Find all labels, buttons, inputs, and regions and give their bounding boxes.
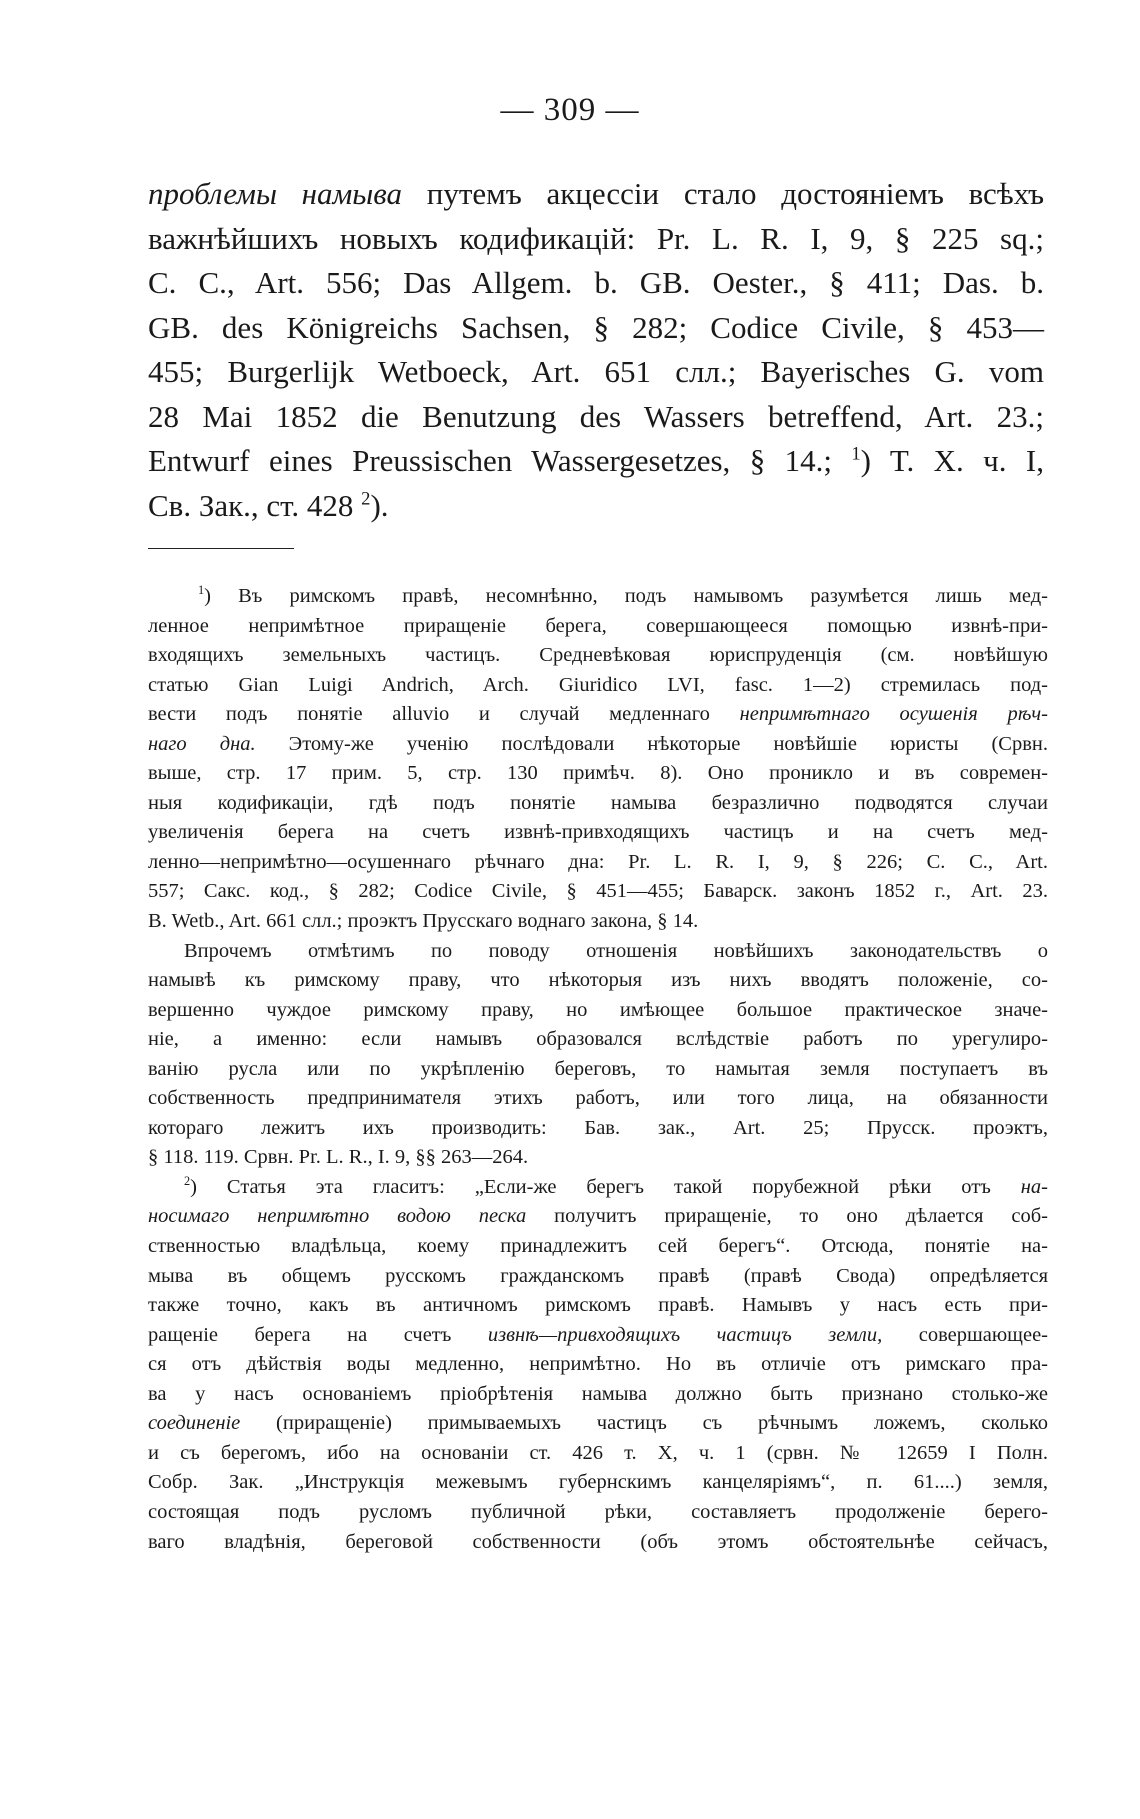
- footnote-line: соединеніе (приращеніе) примываемыхъ частицъ съ рѣчнымъ ложемъ, сколько: [148, 1412, 1048, 1435]
- main-line: GB. des Königreichs Sachsen, § 282; Codice Civile, § 453—: [148, 309, 1044, 345]
- footnote-line: ніе, а именно: если намывъ образовался вслѣдствіе работъ по урегулиро-: [148, 1028, 1048, 1051]
- italic-phrase: на-: [1020, 1175, 1048, 1198]
- footnote-line: ся отъ дѣйствія воды медленно, непримѣтно. Но въ отличіе отъ римскаго пра-: [148, 1353, 1048, 1376]
- main-line: Св. Зак., ст. 428 $^2$).: [148, 487, 389, 523]
- footnote-line: наго дна. Этому-же ученію послѣдовали нѣкоторые новѣйшіе юристы (Срвн.: [148, 732, 1048, 755]
- main-line: 455; Burgerlijk Wetboeck, Art. 651 слл.; Bayerisches G. vom: [148, 354, 1044, 389]
- footnote-line: ращеніе берега на счетъ извнѣ—привходящихъ частицъ земли, совершающее-: [148, 1323, 1048, 1346]
- footnote-marker: 1: [198, 583, 205, 598]
- footnote-line: вести подъ понятіе alluvio и случай медленнаго непримѣтнаго осушенія рѣч-: [148, 703, 1048, 726]
- italic-phrase: носимаго непримѣтно водою песка: [148, 1205, 527, 1228]
- footnote-line: входящихъ земельныхъ частицъ. Средневѣковая юриспруденція (см. новѣйшую: [148, 644, 1048, 667]
- italic-phrase: извнѣ—привходящихъ частицъ земли,: [487, 1323, 883, 1346]
- footnote-line: мыва въ общемъ русскомъ гражданскомъ правѣ (правѣ Свода) опредѣляется: [148, 1264, 1048, 1287]
- page-number: — 309 —: [500, 92, 640, 128]
- footnote-line: также точно, какъ въ античномъ римскомъ правѣ. Намывъ у насъ есть при-: [148, 1294, 1048, 1317]
- footnote-line: ваго владѣнія, береговой собственности (объ этомъ обстоятельнѣе сейчасъ,: [148, 1530, 1048, 1553]
- italic-phrase: соединеніе: [148, 1412, 241, 1435]
- footnote-2: [148, 1173, 1048, 1557]
- footnote-line: $^1$) Въ римскомъ правѣ, несомнѣнно, подъ намывомъ разумѣется лишь мед-: [198, 583, 1048, 607]
- italic-phrase: наго дна.: [148, 732, 256, 755]
- footnote-line: выше, стр. 17 прим. 5, стр. 130 примѣч. 8). Оно проникло и въ современ-: [148, 762, 1048, 785]
- footnote-line: ва у насъ основаніемъ пріобрѣтенія намыва должно быть признано столько-же: [148, 1382, 1048, 1405]
- footnote-divider: [148, 548, 294, 549]
- main-line: C. C., Art. 556; Das Allgem. b. GB. Oester., § 411; Das. b.: [148, 265, 1044, 300]
- footnote-line: статью Gian Luigi Andrich, Arch. Giuridico LVI, fasc. 1—2) стремилась под-: [148, 673, 1048, 696]
- footnote-line: состоящая подъ русломъ публичной рѣки, составляетъ продолженіе берего-: [148, 1500, 1048, 1523]
- footnote-ref[interactable]: 2: [361, 488, 371, 510]
- footnote-line: Собр. Зак. „Инструкція межевымъ губернскимъ канцеляріямъ“, п. 61....) земля,: [148, 1471, 1048, 1494]
- main-line: 28 Mai 1852 die Benutzung des Wassers betreffend, Art. 23.;: [148, 398, 1044, 434]
- main-line: Entwurf eines Preussischen Wassergesetzes, § 14.; $^1$) T. X. ч. I,: [148, 443, 1044, 478]
- footnote-marker: 2: [184, 1174, 191, 1189]
- footnote-line: и съ берегомъ, ибо на основаніи ст. 426 т. X, ч. 1 (срвн. № 12659 I Полн.: [148, 1441, 1048, 1464]
- footnote-line: вершенно чуждое римскому праву, но имѣющее большое практическое значе-: [148, 998, 1048, 1021]
- footnote-line: B. Wetb., Art. 661 слл.; проэктъ Прусскаго воднаго закона, § 14.: [148, 910, 699, 933]
- main-line: важнѣйшихъ новыхъ кодификацій: Pr. L. R. I, 9, § 225 sq.;: [148, 220, 1044, 256]
- footnote-line: котораго лежитъ ихъ производить: Бав. зак., Art. 25; Прусск. проэктъ,: [148, 1116, 1048, 1139]
- footnote-line: ственностью владѣльца, коему принадлежитъ сей берегъ“. Отсюда, понятіе на-: [148, 1235, 1048, 1258]
- italic-phrase: непримѣтнаго осушенія рѣч-: [739, 703, 1048, 726]
- footnote-line: $^2$) Статья эта гласитъ: „Если-же берегъ такой порубежной рѣки отъ на-: [184, 1174, 1048, 1198]
- footnote-line: собственность предпринимателя этихъ работъ, или того лица, на обязанности: [148, 1087, 1048, 1110]
- footnote-line: ленное непримѣтное приращеніе берега, совершающееся помощью извнѣ-при-: [148, 614, 1048, 637]
- footnote-line: увеличенія берега на счетъ извнѣ-привходящихъ частицъ и на счетъ мед-: [148, 821, 1048, 844]
- footnotes: [148, 582, 1048, 1557]
- footnote-line: ныя кодификаціи, гдѣ подъ понятіе намыва безразлично подводятся случаи: [148, 791, 1048, 814]
- footnote-line: Впрочемъ отмѣтимъ по поводу отношенія новѣйшихъ законодательствъ о: [184, 939, 1048, 962]
- footnote-line: намывѣ къ римскому праву, что нѣкоторыя изъ нихъ вводятъ положеніе, со-: [148, 969, 1048, 992]
- main-line: проблемы намыва путемъ акцессіи стало достояніемъ всѣхъ: [148, 176, 1044, 211]
- footnote-line: § 118. 119. Срвн. Pr. L. R., I. 9, §§ 263—264.: [148, 1146, 529, 1169]
- footnote-ref[interactable]: 1: [851, 443, 861, 465]
- main-text: [148, 172, 1044, 528]
- footnote-line: носимаго непримѣтно водою песка получитъ приращеніе, то оно дѣлается соб-: [148, 1205, 1048, 1228]
- footnote-line: ванію русла или по укрѣпленію береговъ, то намытая земля поступаетъ въ: [148, 1057, 1048, 1080]
- footnote-line: 557; Сакс. код., § 282; Codice Civile, § 451—455; Баварск. законъ 1852 г., Art. 23.: [148, 880, 1048, 903]
- footnote-line: ленно—непримѣтно—осушеннаго рѣчнаго дна: Pr. L. R. I, 9, § 226; C. C., Art.: [148, 850, 1048, 873]
- italic-phrase: проблемы намыва: [148, 176, 403, 211]
- footnote-1: [148, 582, 1048, 1173]
